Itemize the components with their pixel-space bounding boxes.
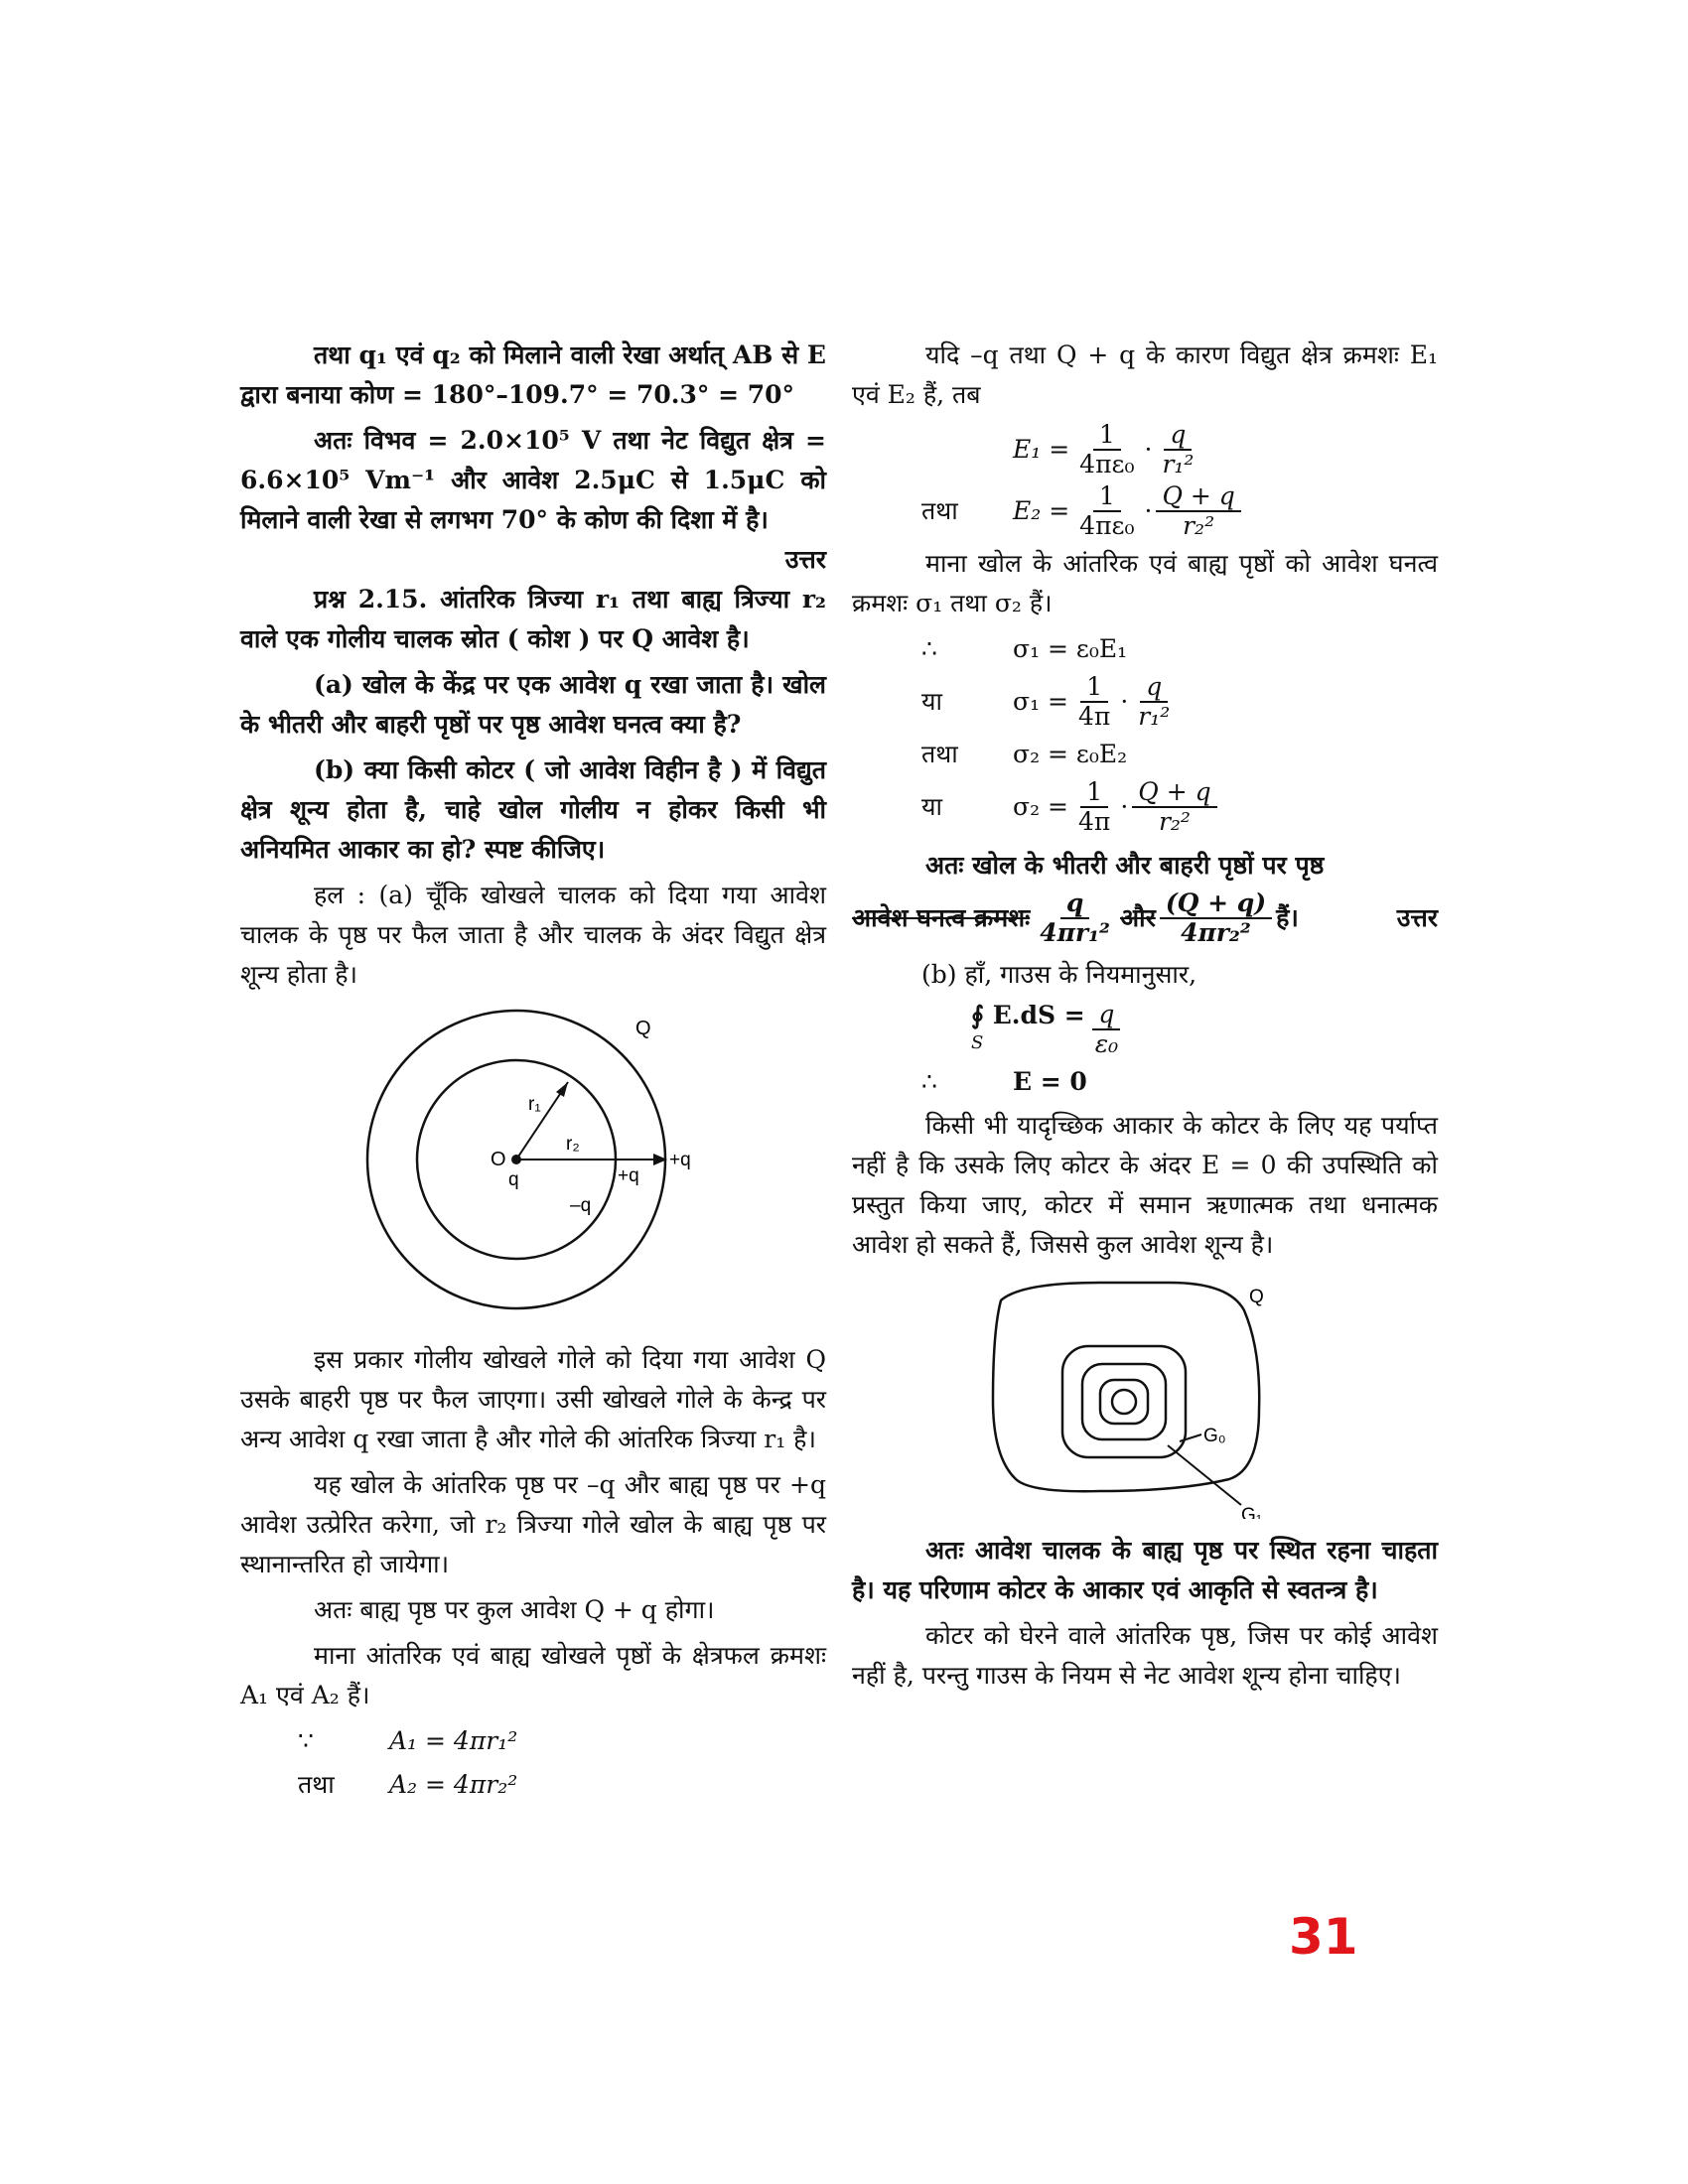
question-2-15: प्रश्न 2.15. आंतरिक त्रिज्या r₁ तथा बाह्य त्रिज्या r₂ वाले एक गोलीय चालक स्रोत ( कोश ) पर Q आवेश है। — [240, 585, 826, 653]
conclusion-frac2 — [1160, 889, 1272, 947]
frac-den: 4πr₂² — [1181, 918, 1251, 947]
eq-sigma2-exp-lhs: σ₂ = — [1013, 792, 1068, 821]
eq-sigma1-frac2 — [1132, 673, 1176, 731]
page-number: 31 — [1289, 1908, 1358, 1966]
eq-E1-frac2 — [1156, 421, 1199, 478]
frac-num: Q + q — [1156, 482, 1240, 512]
left-para-total-charge: अतः बाह्य पृष्ठ पर कुल आवेश Q + q होगा। — [314, 1595, 715, 1624]
conclusion-end: हैं। — [1276, 903, 1299, 932]
left-para-outer-surface: इस प्रकार गोलीय खोखले गोले को दिया गया आवेश Q उसके बाहरी पृष्ठ पर फैल जाएगा। उसी खोखले गोले के केन्द्र पर अन्य आवेश q रखा जाता है और गोले की आंतरिक त्रिज्या r₁ है। — [240, 1345, 826, 1453]
G0-pointer — [1180, 1434, 1201, 1441]
frac-num: q — [1140, 673, 1168, 703]
eq-E1-lhs: E₁ = — [1013, 435, 1070, 464]
left-column — [240, 336, 826, 1809]
outer-irregular-conductor — [993, 1283, 1259, 1491]
eq-E-zero-label: ∴ — [921, 1067, 937, 1096]
left-para-angle: तथा q₁ एवं q₂ को मिलाने वाली रेखा अर्थात् AB से E द्वारा बनाया कोण = 180°–109.7° = 70.3° = 70° — [240, 341, 826, 409]
label-Q-fig2: Q — [1249, 1287, 1264, 1307]
eq-sigma2 — [852, 735, 1438, 774]
eq-gauss-surface: S — [971, 1032, 984, 1053]
frac-den: 4πε₀ — [1079, 450, 1135, 478]
eq-E2-frac2 — [1156, 482, 1240, 540]
eq-sigma1-exp-label: या — [921, 687, 942, 716]
right-para-conclusion: अतः खोल के भीतरी और बाहरी पृष्ठों पर पृष्ठ — [925, 851, 1325, 880]
eq-sigma2-frac2 — [1132, 778, 1216, 836]
cavity-conductor-diagram — [852, 1271, 1438, 1519]
frac-den: 4π — [1077, 702, 1111, 731]
eq-gauss — [852, 1001, 1438, 1058]
eq-E2: तथा E₂ = $\frac{1}{\text{4πε₀}}$ · $\frac{Q + q}{\text{r₂²}}$ — [852, 482, 1438, 540]
eq-sigma1-expanded: या σ₁ = $\frac{1}{4\pi}$ · $\frac{q}{\text{r₁²}}$ — [852, 673, 1438, 731]
eq-sigma2-frac1 — [1072, 778, 1116, 836]
eq-A1-text: A₁ = 4πr₁² — [389, 1726, 518, 1755]
question-part-a: (a) खोल के केंद्र पर एक आवेश q रखा जाता है। खोल के भीतरी और बाहरी पृष्ठों पर पृष्ठ आवेश घनत्व क्या है? — [240, 670, 826, 739]
eq-gauss-frac — [1089, 1001, 1124, 1058]
left-para-result — [240, 421, 826, 574]
eq-E2-lhs: E₂ = — [1013, 496, 1070, 525]
frac-num: 1 — [1080, 778, 1108, 808]
cavity-core — [1112, 1390, 1136, 1414]
frac-num: q — [1164, 421, 1192, 451]
frac-den: 4πε₀ — [1079, 511, 1135, 540]
radius-r1-arrowhead — [556, 1082, 568, 1097]
question-part-b: (b) क्या किसी कोटर ( जो आवेश विहीन है ) में विद्युत क्षेत्र शून्य होता है, चाहे खोल गोलीय न होकर किसी भी अनियमित आकार का हो? स्पष्ट कीजिए। — [240, 755, 826, 864]
left-para-areas: माना आंतरिक एवं बाह्य खोखले पृष्ठों के क्षेत्रफल क्रमशः A₁ एवं A₂ हैं। — [240, 1641, 826, 1709]
answer-label: उत्तर — [784, 545, 826, 574]
eq-sigma2-expanded: या σ₂ = $\frac{1}{4\pi}$ · $\frac{Q + q}{\text{r₂²}}$ — [852, 778, 1438, 836]
eq-sigma2-label: तथा — [921, 740, 958, 768]
eq-E1: E₁ = $\frac{1}{\text{4πε₀}}$ · $\frac{q}{\text{r₁²}}$ — [852, 421, 1438, 478]
conclusion-answer-label: उत्तर — [1396, 903, 1438, 932]
frac-den: 4πr₁² — [1040, 918, 1110, 947]
frac-den: r₁² — [1162, 450, 1195, 478]
eq-sigma1 — [852, 629, 1438, 669]
solution-part-a: हल : (a) चूँकि खोखले चालक को दिया गया आवेश चालक के पृष्ठ पर फैल जाता है और चालक के अंदर विद्युत क्षेत्र शून्य होता है। — [240, 881, 826, 989]
eq-E-zero — [852, 1062, 1438, 1102]
label-r2: r₂ — [566, 1134, 580, 1155]
eq-A2-label: तथा — [298, 1770, 335, 1799]
eq-A1 — [240, 1721, 826, 1761]
conclusion-and: और — [1120, 903, 1156, 932]
frac-den: r₁² — [1138, 702, 1171, 731]
label-minus-q: –q — [570, 1195, 592, 1216]
eq-A1-label: ∵ — [298, 1726, 314, 1755]
eq-gauss-lhs: ∮ E.dS = — [971, 1001, 1085, 1029]
label-q-center: q — [508, 1169, 519, 1190]
frac-num: q — [1092, 1001, 1120, 1030]
label-O: O — [491, 1149, 506, 1170]
eq-E2-label: तथा — [921, 496, 958, 525]
right-para-inner-surface: कोटर को घेरने वाले आंतरिक पृष्ठ, जिस पर कोई आवेश नहीं है, परन्तु गाउस के नियम से नेट आवेश शून्य होना चाहिए। — [852, 1621, 1438, 1690]
conclusion-formula-line — [852, 889, 1438, 947]
label-G1: G₁ — [1241, 1505, 1263, 1519]
spherical-shell-diagram — [240, 1001, 826, 1328]
eq-E2-frac1 — [1073, 482, 1140, 540]
eq-A2-text: A₂ = 4πr₂² — [389, 1770, 518, 1799]
cavity-ring-2 — [1082, 1364, 1166, 1439]
right-para-densities: माना खोल के आंतरिक एवं बाह्य पृष्ठों को आवेश घनत्व क्रमशः σ₁ तथा σ₂ हैं। — [852, 549, 1438, 617]
right-column — [852, 336, 1438, 1702]
eq-A2 — [240, 1765, 826, 1805]
conclusion-frac1 — [1034, 889, 1116, 947]
right-para-independent: अतः आवेश चालक के बाह्य पृष्ठ पर स्थित रहना चाहता है। यह परिणाम कोटर के आकार एवं आकृति से स्वतन्त्र है। — [852, 1536, 1438, 1604]
frac-den: 4π — [1077, 807, 1111, 836]
eq-sigma1-label: ∴ — [921, 634, 937, 663]
eq-sigma2-text: σ₂ = ε₀E₂ — [1013, 740, 1128, 768]
frac-num: q — [1060, 889, 1089, 919]
frac-den: r₂² — [1183, 511, 1215, 540]
label-Q: Q — [635, 1018, 651, 1039]
G1-pointer — [1168, 1445, 1241, 1505]
eq-sigma1-text: σ₁ = ε₀E₁ — [1013, 634, 1128, 663]
frac-num: (Q + q) — [1160, 889, 1272, 919]
left-para-induction: यह खोल के आंतरिक पृष्ठ पर –q और बाह्य पृष्ठ पर +q आवेश उत्प्रेरित करेगा, जो r₂ त्रिज्या गोले खोल के बाह्य पृष्ठ पर स्थानान्तरित हो जायेगा। — [240, 1470, 826, 1578]
eq-sigma2-exp-label: या — [921, 792, 942, 821]
label-plus-q-outer: +q — [669, 1150, 691, 1170]
label-plus-q-inner: +q — [618, 1165, 639, 1186]
eq-E-zero-text: E = 0 — [1013, 1067, 1087, 1096]
right-para-cavity: किसी भी यादृच्छिक आकार के कोटर के लिए यह पर्याप्त नहीं है कि उसके लिए कोटर के अंदर E = 0 की उपस्थिति को प्रस्तुत किया जाए, कोटर में समान ऋणात्मक तथा धनात्मक आवेश हो सकते हैं, जिससे कुल आवेश शून्य है। — [852, 1111, 1438, 1259]
eq-sigma1-frac1 — [1072, 673, 1116, 731]
frac-num: 1 — [1093, 482, 1121, 512]
frac-den: ε₀ — [1094, 1029, 1119, 1058]
label-r1: r₁ — [528, 1094, 541, 1115]
frac-den: r₂² — [1158, 807, 1191, 836]
frac-num: 1 — [1093, 421, 1121, 451]
frac-num: Q + q — [1132, 778, 1216, 808]
eq-sigma1-exp-lhs: σ₁ = — [1013, 687, 1068, 716]
conclusion-lead: आवेश घनत्व क्रमशः — [852, 903, 1031, 932]
eq-E1-frac1 — [1073, 421, 1140, 478]
part-b-heading: (b) हाँ, गाउस के नियमानुसार, — [921, 960, 1197, 989]
frac-num: 1 — [1080, 673, 1108, 703]
result-text: अतः विभव = 2.0×10⁵ V तथा नेट विद्युत क्षेत्र = 6.6×10⁵ Vm⁻¹ और आवेश 2.5μC से 1.5μC को मिलाने वाली रेखा से लगभग 70° के कोण की दिशा में है। — [240, 426, 826, 534]
right-para-fields: यदि –q तथा Q + q के कारण विद्युत क्षेत्र क्रमशः E₁ एवं E₂ हैं, तब — [852, 341, 1438, 409]
cavity-ring-3 — [1100, 1380, 1148, 1424]
label-G0: G₀ — [1203, 1426, 1226, 1446]
